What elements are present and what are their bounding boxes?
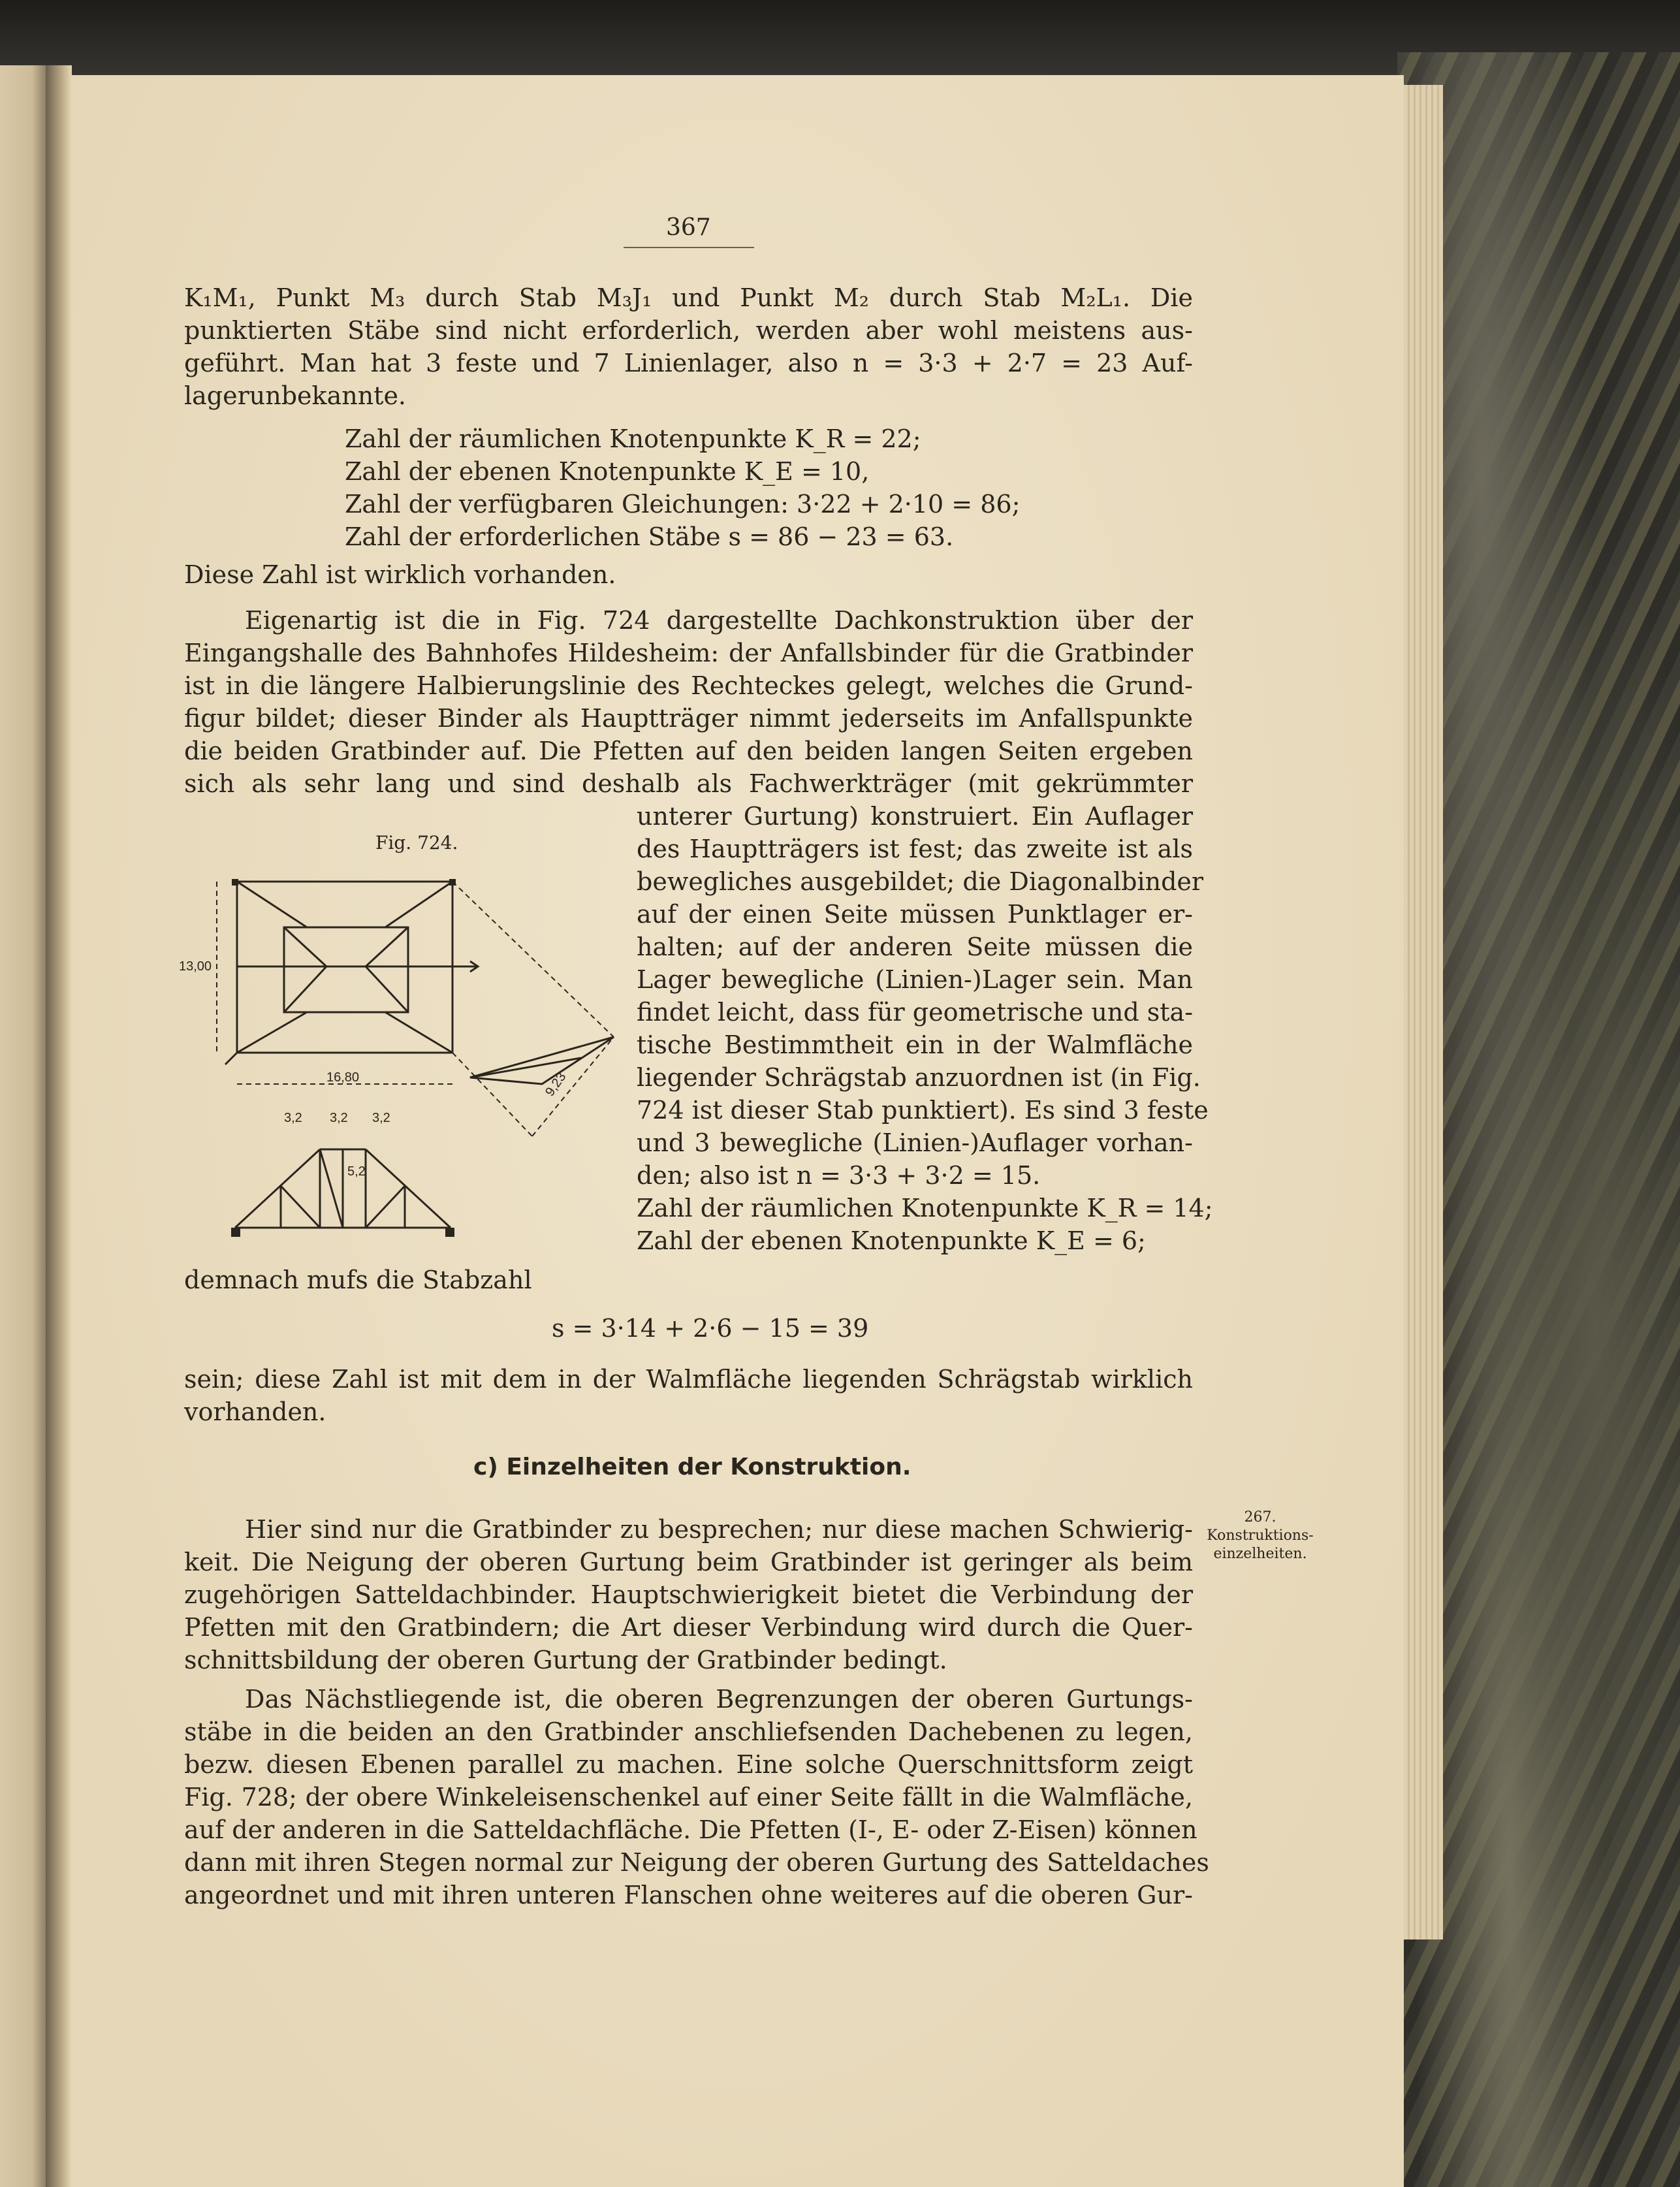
formula-line: Zahl der erforderlichen Stäbe s = 86 − 23 = 63. [345,522,954,551]
page-number: 367 [666,214,711,241]
formula-line: Zahl der verfügbaren Gleichungen: 3·22 + 2·10 = 86; [345,490,1021,519]
text-line: Zahl der räumlichen Knotenpunkte K_R = 14; [637,1194,1213,1222]
text-line: Fig. 728; der obere Winkeleisenschenkel auf einer Seite fällt in die Walmfläche, [184,1783,1193,1812]
text-line: auf der anderen in die Satteldachfläche. Die Pfetten (I-, E- oder Z-Eisen) können [184,1815,1197,1844]
text-line: angeordnet und mit ihren unteren Flanschen ohne weiteres auf die oberen Gur- [184,1881,1193,1909]
text-line: die beiden Gratbinder auf. Die Pfetten auf den beiden langen Seiten ergeben [184,737,1193,765]
text-line: Pfetten mit den Gratbindern; die Art dieser Verbindung wird durch die Quer- [184,1613,1193,1642]
text-line: Lager bewegliche (Linien-)Lager sein. Man [637,965,1193,994]
text-line: und 3 bewegliche (Linien-)Auflager vorhan- [637,1128,1193,1157]
label-diag: 9,23 [543,1070,569,1099]
label-seg1: 3,2 [284,1111,302,1125]
text-line: stäbe in die beiden an den Gratbinder anschliefsenden Dachebenen zu legen, [184,1717,1193,1746]
text-line: dann mit ihren Stegen normal zur Neigung der oberen Gurtung des Satteldaches [184,1848,1209,1877]
text-line: demnach mufs die Stabzahl [184,1266,532,1294]
margin-note [1195,1509,1325,1563]
label-seg3: 3,2 [372,1111,390,1125]
text-line: Das Nächstliegende ist, die oberen Begrenzungen der oberen Gurtungs- [245,1685,1193,1714]
page-number-rule [624,247,754,248]
margin-note-line: Konstruktions- [1207,1527,1314,1544]
margin-note-line: einzelheiten. [1213,1546,1307,1562]
text-line: schnittsbildung der oberen Gurtung der Gratbinder bedingt. [184,1646,947,1674]
text-line: Diese Zahl ist wirklich vorhanden. [184,560,616,589]
left-page-edge [0,65,46,2187]
text-line: Eigenartig ist die in Fig. 724 dargestellte Dachkonstruktion über der [245,606,1193,635]
text-line: 724 ist dieser Stab punktiert). Es sind 3 feste [637,1096,1209,1125]
margin-note-number: 267. [1244,1509,1276,1525]
text-line: sich als sehr lang und sind deshalb als Fachwerkträger (mit gekrümmter [184,769,1193,798]
text-line: halten; auf der anderen Seite müssen die [637,933,1193,961]
text-line: unterer Gurtung) konstruiert. Ein Auflager [637,802,1193,831]
text-line: ist in die längere Halbierungslinie des Rechteckes gelegt, welches die Grund- [184,671,1193,700]
text-line: tische Bestimmtheit ein in der Walmfläche [637,1030,1193,1059]
text-line: keit. Die Neigung der oberen Gurtung beim Gratbinder ist geringer als beim [184,1548,1193,1576]
text-line: Hier sind nur die Gratbinder zu besprechen; nur diese machen Schwierig- [245,1515,1193,1544]
page-edges [1404,85,1443,1940]
text-line: punktierten Stäbe sind nicht erforderlich, werden aber wohl meistens aus- [184,316,1193,345]
book-spine [46,65,72,2187]
text-line: figur bildet; dieser Binder als Hauptträger nimmt jederseits im Anfallspunkte [184,704,1193,733]
text-line: sein; diese Zahl ist mit dem in der Walmfläche liegenden Schrägstab wirklich [184,1365,1193,1394]
figure-724 [176,862,620,1241]
formula-line: Zahl der ebenen Knotenpunkte K_E = 10, [345,457,870,486]
text-line: lagerunbekannte. [184,381,407,410]
text-line: Eingangshalle des Bahnhofes Hildesheim: der Anfallsbinder für die Gratbinder [184,639,1193,667]
text-line: bewegliches ausgebildet; die Diagonalbinder [637,867,1204,896]
text-line: bezw. diesen Ebenen parallel zu machen. Eine solche Querschnittsform zeigt [184,1750,1193,1779]
text-line: findet leicht, dass für geometrische und sta- [637,998,1194,1027]
label-height: 13,00 [179,959,212,974]
text-line: liegender Schrägstab anzuordnen ist (in Fig. [637,1063,1201,1092]
text-line: Zahl der ebenen Knotenpunkte K_E = 6; [637,1226,1146,1255]
text-line: den; also ist n = 3·3 + 3·2 = 15. [637,1161,1041,1190]
walm-triangle [470,1037,614,1084]
label-width: 16,80 [326,1070,360,1085]
text-line: K₁M₁, Punkt M₃ durch Stab M₃J₁ und Punkt M₂ durch Stab M₂L₁. Die [184,283,1193,312]
label-seg2: 3,2 [330,1111,348,1125]
plan-inner-rect [284,927,408,1012]
label-rise: 5,2 [347,1164,366,1179]
text-line: auf der einen Seite müssen Punktlager er- [637,900,1193,929]
text-line: des Hauptträgers ist fest; das zweite ist als [637,835,1193,863]
section-heading: c) Einzelheiten der Konstruktion. [473,1454,911,1480]
formula-line: Zahl der räumlichen Knotenpunkte K_R = 22; [345,424,921,453]
equation: s = 3·14 + 2·6 − 15 = 39 [552,1314,869,1343]
text-line: zugehörigen Satteldachbinder. Hauptschwierigkeit bietet die Verbindung der [184,1580,1193,1609]
figure-caption: Fig. 724. [375,832,458,854]
text-line: geführt. Man hat 3 feste und 7 Linienlager, also n = 3·3 + 2·7 = 23 Auf- [184,349,1193,377]
text-line: vorhanden. [184,1397,326,1426]
